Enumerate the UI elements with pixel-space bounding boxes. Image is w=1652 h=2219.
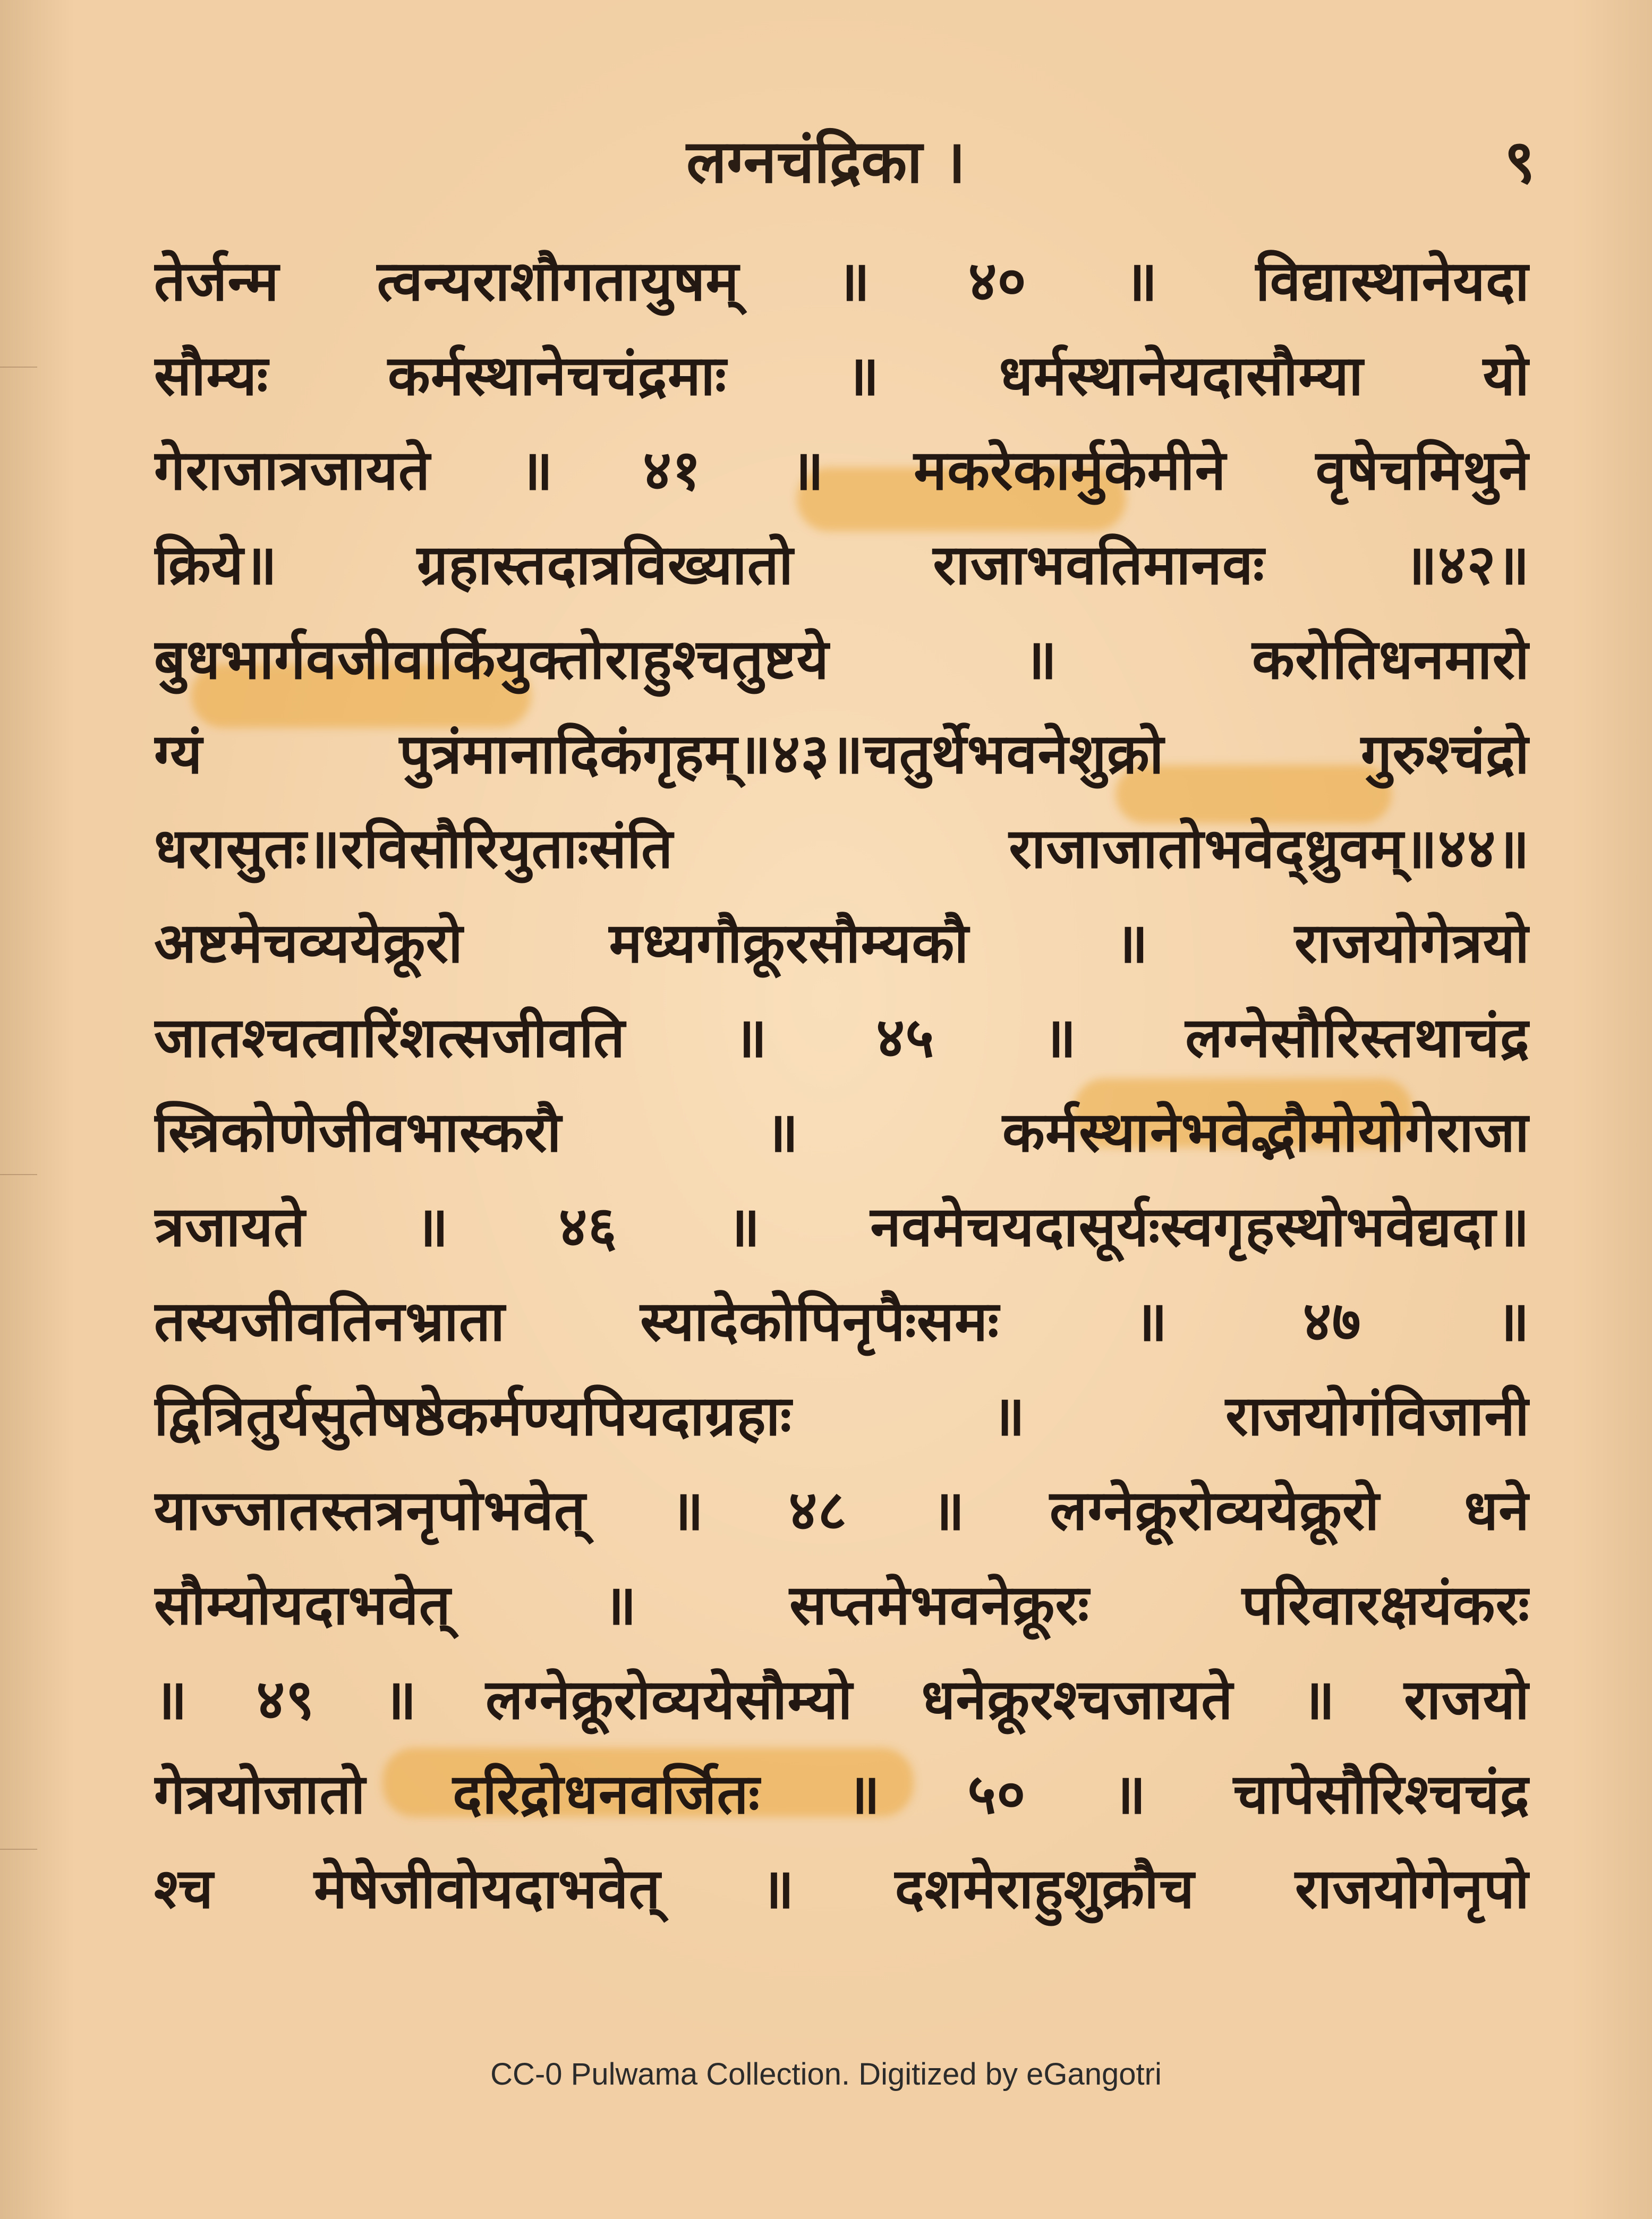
text-line: बुधभार्गवजीवार्कियुक्तोराहुश्चतुष्टये ॥ करोतिधनमारो (154, 626, 1530, 692)
text-line: क्रिये॥ ग्रहास्तदात्रविख्यातो राजाभवतिमानवः ॥४२॥ (154, 532, 1530, 597)
verse-text (154, 234, 1530, 1936)
text-line: श्च मेषेजीवोयदाभवेत् ॥ दशमेराहुशुक्रौच राजयोगेनृपो (154, 1856, 1530, 1921)
text-line: गेत्रयोजातो दरिद्रोधनवर्जितः ॥ ५० ॥ चापेसौरिश्चचंद्र (154, 1761, 1530, 1826)
text-line: त्रजायते ॥ ४६ ॥ नवमेचयदासूर्यःस्वगृहस्थोभवेद्यदा॥ (154, 1194, 1530, 1259)
text-line: तेर्जन्म त्वन्यराशौगतायुषम् ॥ ४० ॥ विद्यास्थानेयदा (154, 248, 1530, 313)
page-header (0, 122, 1652, 202)
text-line: धरासुतः॥रविसौरियुताःसंति राजाजातोभवेद्ध्रुवम्॥४४॥ (154, 815, 1530, 881)
text-line: स्त्रिकोणेजीवभास्करौ ॥ कर्मस्थानेभवेद्भौमोयोगेराजा (154, 1099, 1530, 1164)
text-line: सौम्यः कर्मस्थानेचचंद्रमाः ॥ धर्मस्थानेयदासौम्या यो (154, 343, 1530, 408)
text-line: ॥ ४९ ॥ लग्नेक्रूरोव्ययेसौम्यो धनेक्रूरश्चजायते ॥ राजयो (154, 1667, 1530, 1732)
text-line: गेराजात्रजायते ॥ ४१ ॥ मकरेकार्मुकेमीने वृषेचमिथुने (154, 437, 1530, 503)
running-title: लग्नचंद्रिका । (686, 127, 966, 197)
page-number: ९ (1504, 127, 1535, 197)
text-line: द्वित्रितुर्यसुतेषष्ठेकर्मण्यपियदाग्रहाः ॥ राजयोगंविजानी (154, 1383, 1530, 1448)
text-line: ग्यं पुत्रंमानादिकंगृहम्॥४३॥चतुर्थेभवनेशुक्रो गुरुश्चंद्रो (154, 721, 1530, 786)
text-line: जातश्चत्वारिंशत्सजीवति ॥ ४५ ॥ लग्नेसौरिस्तथाचंद्र (154, 1005, 1530, 1070)
text-line: सौम्योयदाभवेत् ॥ सप्तमेभवनेक्रूरः परिवारक्षयंकरः (154, 1572, 1530, 1637)
text-line: अष्टमेचव्ययेक्रूरो मध्यगौक्रूरसौम्यकौ ॥ राजयोगेत्रयो (154, 910, 1530, 975)
digitization-watermark: CC-0 Pulwama Collection. Digitized by eGangotri (490, 2057, 1162, 2092)
page-crease (0, 1849, 37, 1850)
page-crease (0, 367, 37, 368)
page-crease (0, 1174, 37, 1175)
text-line: याज्जातस्तत्रनृपोभवेत् ॥ ४८ ॥ लग्नेक्रूरोव्ययेक्रूरो धने (154, 1477, 1530, 1543)
text-line: तस्यजीवतिनभ्राता स्यादेकोपिनृपैःसमः ॥ ४७ ॥ (154, 1288, 1530, 1354)
